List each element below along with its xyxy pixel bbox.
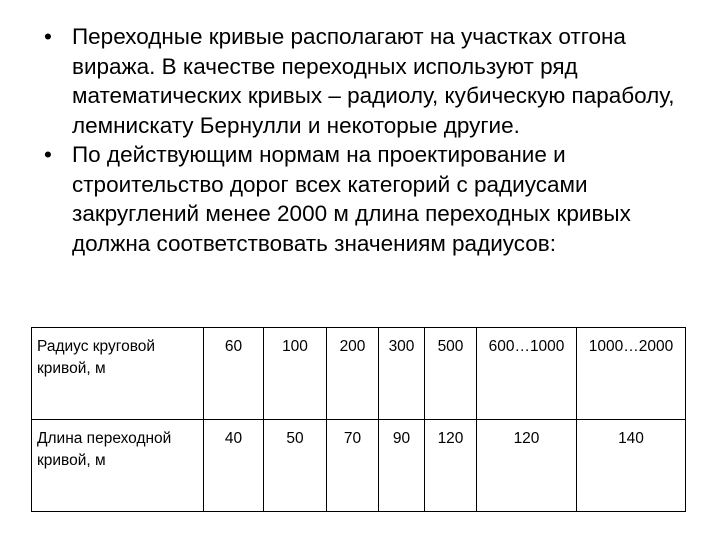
table-cell: 300 xyxy=(379,328,425,420)
bullet-text: Переходные кривые располагают на участках отгона виража. В качестве переходных используют ряд математических кривых – радиолу, кубическую параболу, лемнискату Бернулли и некоторые другие. xyxy=(72,24,675,138)
bullet-text: По действующим нормам на проектирование и строительство дорог всех категорий с радиусами закруглений менее 2000 м длина переходных кривых должна соответствовать значениям радиусов: xyxy=(72,142,631,256)
bullet-marker: • xyxy=(44,142,52,167)
table-cell: 120 xyxy=(477,420,577,512)
table-cell: 40 xyxy=(204,420,264,512)
bullet-list xyxy=(44,22,694,258)
table-cell: 140 xyxy=(577,420,686,512)
table-cell: 70 xyxy=(327,420,379,512)
table-cell: 500 xyxy=(425,328,477,420)
transition-curve-table xyxy=(31,327,686,512)
table-cell: 120 xyxy=(425,420,477,512)
table-cell: 600…1000 xyxy=(477,328,577,420)
table-cell: 50 xyxy=(264,420,327,512)
table-cell: 60 xyxy=(204,328,264,420)
table-cell: 1000…2000 xyxy=(577,328,686,420)
row-header-radius: Радиус круговой кривой, м xyxy=(32,328,204,420)
bullet-item xyxy=(44,22,694,140)
table-row-length xyxy=(32,420,686,512)
table-row-radius xyxy=(32,328,686,420)
table-cell: 90 xyxy=(379,420,425,512)
table-cell: 100 xyxy=(264,328,327,420)
row-header-length: Длина переходной кривой, м xyxy=(32,420,204,512)
bullet-marker: • xyxy=(44,24,52,49)
bullet-item xyxy=(44,140,694,258)
table-cell: 200 xyxy=(327,328,379,420)
